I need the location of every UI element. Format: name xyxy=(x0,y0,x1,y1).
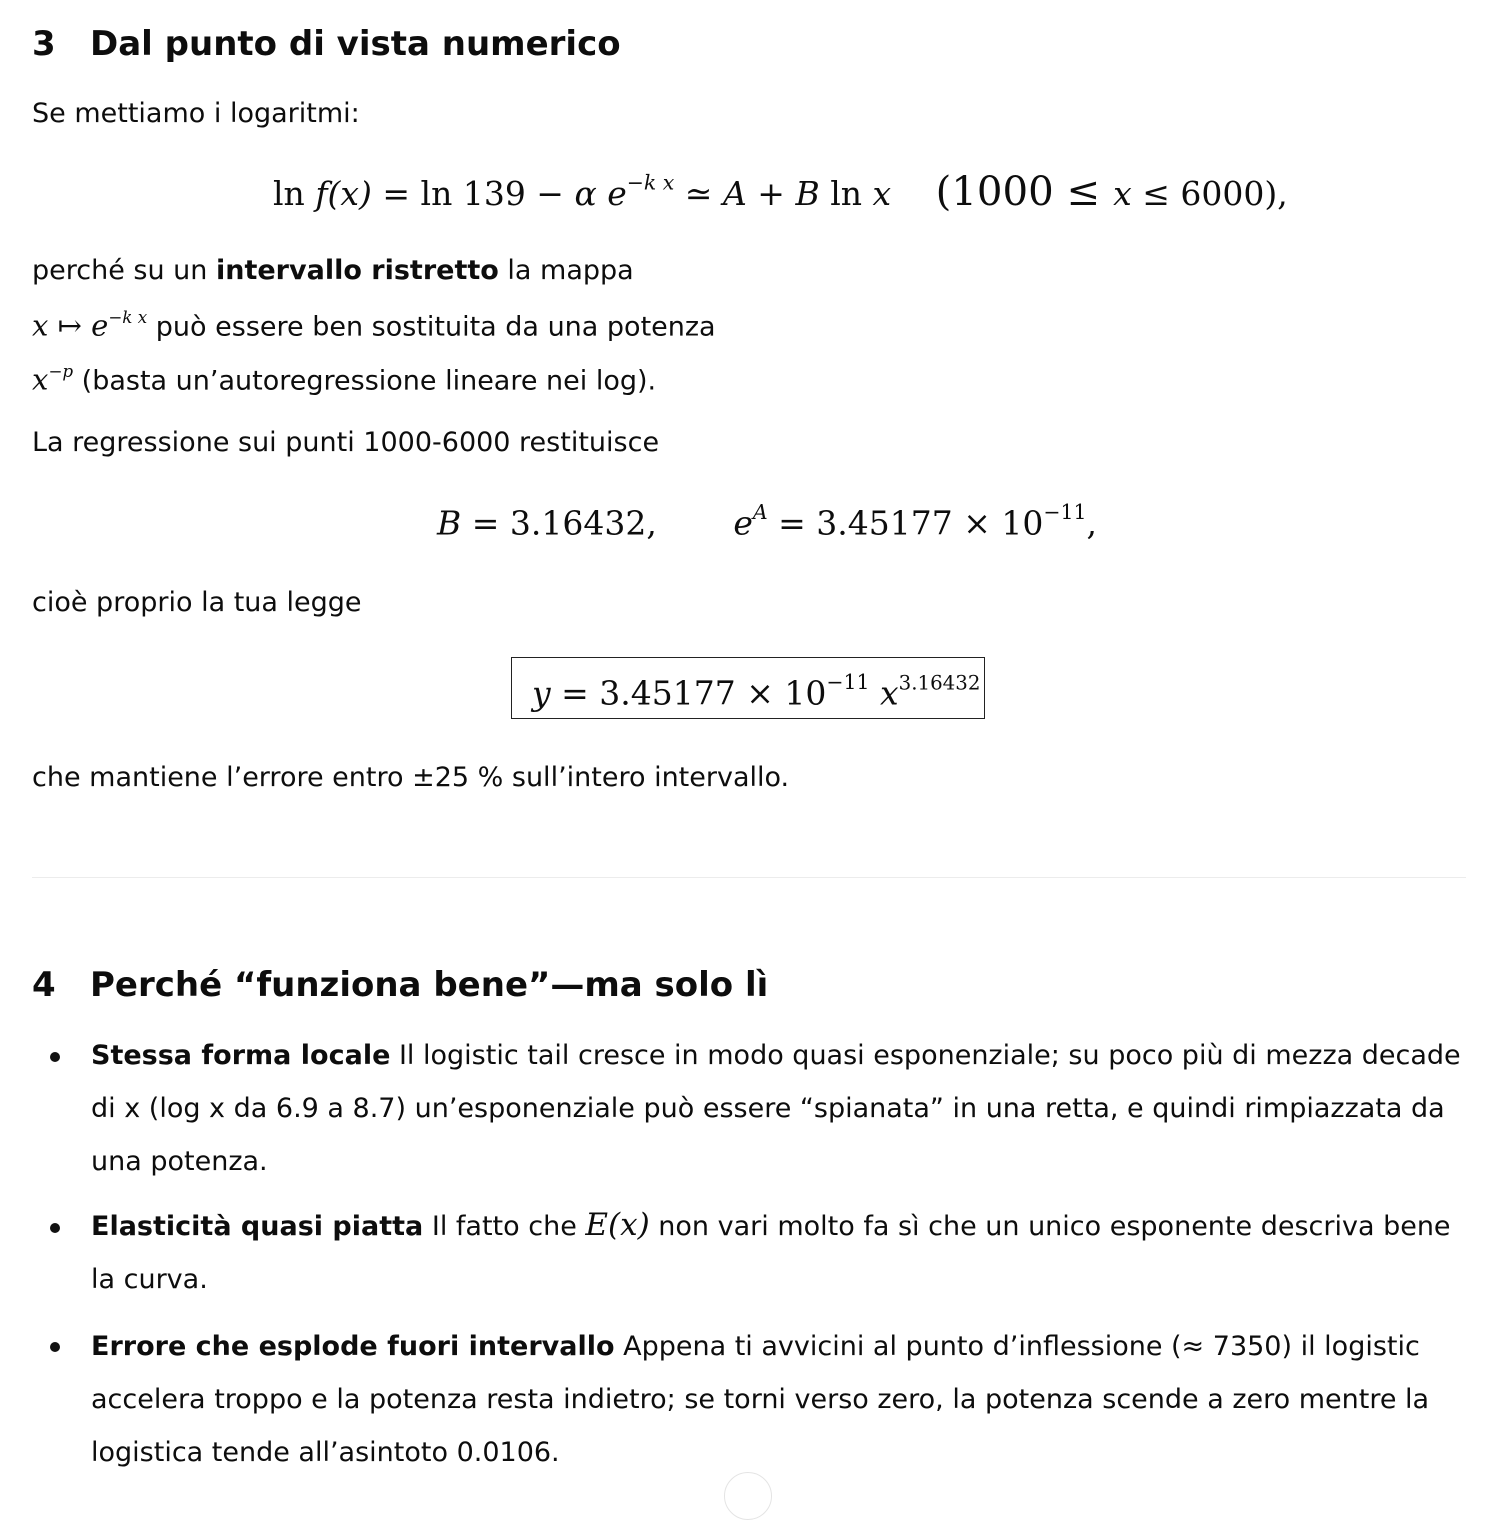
eq-b: B xyxy=(437,503,462,543)
eq-lnx: ln xyxy=(819,174,873,213)
text-run: perché su un xyxy=(32,255,216,286)
regression-equation xyxy=(437,500,1098,543)
regression-paragraph: La regressione sui punti 1000-6000 restituisce xyxy=(32,427,660,458)
text-run: (basta un’autoregressione lineare nei log). xyxy=(73,365,657,397)
list-item-title: Stessa forma locale xyxy=(91,1040,391,1071)
section-4-heading xyxy=(32,965,932,1008)
eq-y: y xyxy=(532,673,551,713)
eq-e: e xyxy=(596,174,627,213)
eq-power: −11 xyxy=(1043,500,1087,524)
text-run: può essere ben sostituita da una potenza xyxy=(147,311,716,343)
math-mapsto: ↦ xyxy=(48,308,92,343)
math-e: e xyxy=(91,308,109,343)
eq-range-x: x xyxy=(1113,174,1132,213)
scroll-down-button[interactable] xyxy=(724,1472,772,1520)
bullet-dot xyxy=(50,1052,60,1062)
eq-x: x xyxy=(872,174,892,213)
mapping-line xyxy=(32,309,716,341)
bold-term: intervallo ristretto xyxy=(215,255,499,286)
eq-fx: (x) xyxy=(327,174,372,213)
text-run: la mappa xyxy=(498,255,634,286)
section-number: 3 xyxy=(32,24,56,64)
eq-alpha: α xyxy=(574,174,597,213)
intro-paragraph: Se mettiamo i logaritmi: xyxy=(32,98,360,129)
list-item-text: Il fatto che xyxy=(423,1211,586,1242)
list-item-text: Appena ti avvicini al punto d’inflessione (≈ 7350) il logistic accelera troppo e la potenza resta indietro; se torni verso zero, la potenza scende a zero mentre la logistica tende all’asintoto 0.0106. xyxy=(91,1331,1430,1468)
eq-exp: −k x xyxy=(626,170,675,195)
eq-f: f xyxy=(315,174,328,213)
eq-x: x xyxy=(869,673,899,713)
bullet-dot xyxy=(50,1223,60,1233)
list-item xyxy=(91,1200,1471,1306)
eq-a: A xyxy=(722,174,747,213)
section-3-heading xyxy=(32,24,732,67)
section-title: Perché “funziona bene”—ma solo lì xyxy=(90,965,769,1005)
bullet-dot xyxy=(50,1342,60,1352)
math-exp: −k x xyxy=(108,307,148,327)
list-item-title: Elasticità quasi piatta xyxy=(91,1211,424,1242)
math-elasticity: E(x) xyxy=(585,1207,650,1243)
eq-plus: + xyxy=(746,174,796,213)
eq-b: B xyxy=(795,174,820,213)
section-number: 4 xyxy=(32,965,56,1005)
eq-e: e xyxy=(733,503,753,543)
eq-b-value: = 3.16432, xyxy=(461,503,657,543)
eq-coefficient: = 3.45177 × 10 xyxy=(550,673,827,713)
eq-approx: ≃ xyxy=(674,174,723,213)
eq-ln139: = ln 139 − xyxy=(371,174,575,213)
math-exp: −p xyxy=(48,361,74,381)
eq-exponent: 3.16432 xyxy=(898,671,981,695)
eq-power: −11 xyxy=(826,670,870,694)
section-divider xyxy=(32,877,1466,878)
math-x: x xyxy=(32,308,49,343)
eq-range-open: (1000 ≤ xyxy=(935,169,1114,215)
list-item xyxy=(91,1029,1471,1188)
eq-comma: , xyxy=(1086,503,1098,543)
eq-e-exp: A xyxy=(752,500,768,524)
list-item-title: Errore che esplode fuori intervallo xyxy=(91,1331,615,1362)
section-title: Dal punto di vista numerico xyxy=(90,24,621,64)
eq-ln: ln xyxy=(273,174,305,213)
law-paragraph: cioè proprio la tua legge xyxy=(32,587,362,618)
error-paragraph: che mantiene l’errore entro ±25 % sull’intero intervallo. xyxy=(32,762,790,793)
list-item xyxy=(91,1320,1471,1479)
power-law-formula xyxy=(532,670,981,713)
math-x: x xyxy=(32,362,49,397)
eq-range-close: ≤ 6000), xyxy=(1131,174,1288,213)
power-line xyxy=(32,363,656,395)
restricted-interval-line xyxy=(32,257,634,284)
log-equation xyxy=(273,169,1288,215)
list-item-text: non vari molto fa sì che un unico esponente descriva bene la curva. xyxy=(91,1211,1451,1295)
list-item-text: Il logistic tail cresce in modo quasi esponenziale; su poco più di mezza decade di x (log x da 6.9 a 8.7) un’esponenziale può essere “spianata” in una retta, e quindi rimpiazzata da una potenza. xyxy=(91,1040,1461,1177)
eq-e-value: = 3.45177 × 10 xyxy=(767,503,1044,543)
